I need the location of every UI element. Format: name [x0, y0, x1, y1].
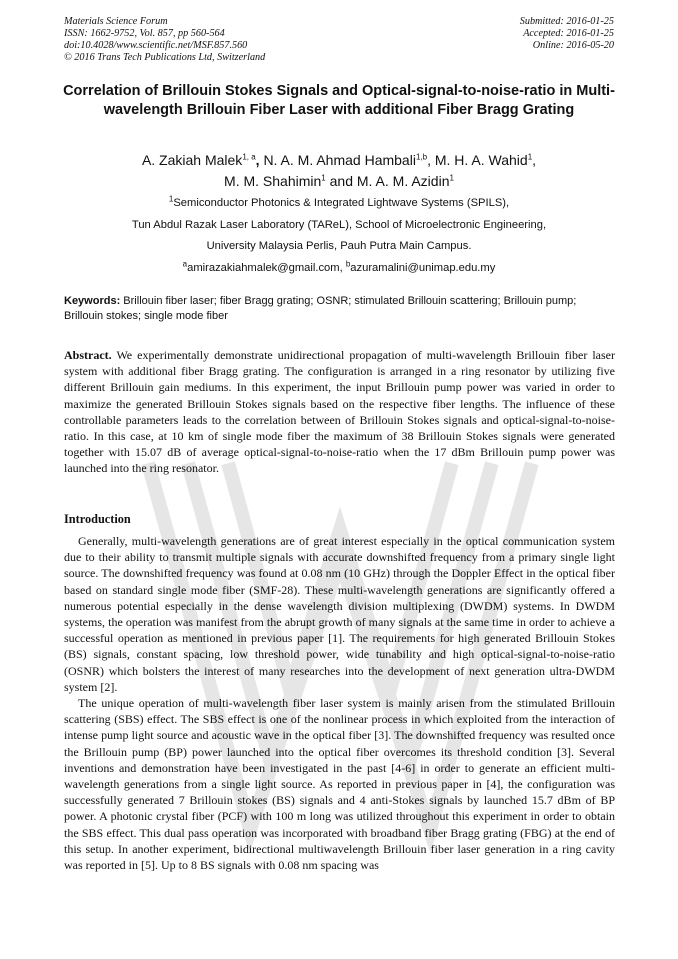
affiliation-mark: 1: [168, 194, 174, 204]
affiliation-line: $^1$Semiconductor Photonics & Integrated Lightwave Systems (SPILS),: [168, 194, 510, 209]
submission-dates: [520, 16, 614, 52]
author-separator: ,: [255, 152, 264, 168]
paper-title: Correlation of Brillouin Stokes Signals and Optical-signal-to-noise-ratio in Multi-wavelength Brillouin Fiber Laser with additional Fiber Bragg Grating: [63, 83, 615, 118]
date-online: Online: 2016-05-20: [532, 40, 614, 52]
author-affiliation-mark: 1: [449, 172, 454, 182]
journal-info: [64, 16, 265, 64]
author-affiliation-mark: 1,b: [415, 152, 428, 162]
author-separator: ,: [532, 152, 537, 168]
journal-doi: doi:10.4028/www.scientific.net/MSF.857.560: [64, 40, 248, 52]
email-link[interactable]: azuramalini@unimap.edu.my: [350, 261, 496, 274]
affiliation-block: [40, 193, 638, 279]
abstract: [64, 347, 615, 477]
author-emails: [40, 258, 638, 280]
journal-copyright: © 2016 Trans Tech Publications Ltd, Switzerland: [64, 52, 266, 64]
author-name: N. A. M. Ahmad Hambali: [263, 152, 416, 168]
author-separator: and: [325, 172, 357, 189]
keywords: [64, 294, 616, 324]
abstract-text: We experimentally demonstrate unidirectional propagation of multi-wavelength Brillouin fiber laser system with additional fiber Bragg grating. The configuration is arranged in a ring resonator by utilizing five different Brillouin gain mediums. In this experiment, the input Brillouin pump power was varied in order to maximize the generated Brillouin Stokes signals based on the respective fiber lengths. The influence of these controllable parameters leads to the correlation between of Brillouin Stokes signals and optical-signal-to-noise-ratio. In this case, at 10 km of single mode fiber the maximum of 38 Brillouin Stokes signals were generated together with 15.07 dB of average optical-signal-to-noise-ratio when the 17 dBm Brillouin pump power was launched into the ring resonator.: [64, 348, 615, 476]
paragraph: The unique operation of multi-wavelength fiber laser system is mainly arisen from the stimulated Brillouin scattering (SBS) effect. The SBS effect is one of the nonlinear process in which exploited from the interaction of intense pump light source and acoustic wave in the optical fiber [3]. The downshifted frequency was resulted once the Brillouin pump (BP) power launched into the optical fiber overcomes its threshold condition [3]. Several inventions and demonstration have been investigated in the past [4-6] in order to generate an efficient multi-wavelength generations from a single light source. As reported in previous paper in [4], the configuration was successfully generated 7 Brillouin stokes (BS) signals and 4 anti-Stokes signals by launched 15.7 dBm of BP power. A photonic crystal fiber (PCF) with 100 m long was utilized throughout this experiment in order to obtain the SBS effect. This dual pass operation was incorporated with broadband fiber Bragg grating (FBG) at the end of this setup. In another experiment, bidirectional multiwavelength Brillouin fiber laser generation in a ring cavity was reported in [5]. Up to 8 BS signals with 0.08 nm spacing was: [64, 696, 615, 873]
author-name: M. H. A. Wahid: [434, 152, 528, 168]
affiliation-line: Tun Abdul Razak Laser Laboratory (TAReL), School of Microelectronic Engineering,: [131, 218, 547, 231]
keywords-text: Brillouin fiber laser; fiber Bragg grating; OSNR; stimulated Brillouin scattering; Brillouin pump; Brillouin stokes; single mode fiber: [64, 295, 577, 322]
journal-name: Materials Science Forum: [64, 16, 168, 27]
author-name: M. M. Shahimin: [224, 172, 322, 189]
introduction-body: [64, 533, 615, 873]
email-mark: a: [182, 258, 188, 268]
date-accepted: Accepted: 2016-01-25: [523, 28, 614, 40]
keywords-label: Keywords:: [64, 295, 121, 307]
author-name: M. A. M. Azidin: [356, 172, 450, 189]
email-mark: b: [345, 258, 351, 268]
author-affiliation-mark: 1, a: [242, 152, 256, 162]
paragraph: Generally, multi-wavelength generations are of great interest especially in the optical communication system due to their ability to transmit multiple signals with accurate downshifted frequency from a primary single light source. The downshifted frequency was found at 0.08 nm (10 GHz) through the Doppler Effect in the optical fiber based on standard single mode fiber (SMF-28). These multi-wavelength generations are significantly offered a numerous potential especially in the dense wavelength division multiplexing (DWDM) systems. In DWDM systems, the operation was manifest from the abrupt growth of many signals at the same time in order to achieve a successful operation as mentioned in previous paper [1]. The requirements for high generated Brillouin Stokes (BS) signals, constant spacing, low threshold power, wide tunability and high optical-signal-to-noise-ratio (OSNR) which bolsters the interest of many researches into the development of next generation ultra-DWDM system [2].: [64, 534, 615, 694]
author-affiliation-mark: 1: [321, 172, 326, 182]
author-list: [40, 150, 638, 191]
author-separator: ,: [427, 152, 435, 168]
author-affiliation-mark: 1: [527, 152, 533, 162]
abstract-label: Abstract.: [64, 348, 112, 362]
email-link[interactable]: amirazakiahmalek@gmail.com,: [187, 261, 346, 274]
author-name: A. Zakiah Malek: [141, 152, 243, 168]
affiliation-line: University Malaysia Perlis, Pauh Putra Main Campus.: [206, 240, 472, 252]
journal-issn: ISSN: 1662-9752, Vol. 857, pp 560-564: [64, 28, 225, 40]
section-heading: Introduction: [64, 512, 131, 526]
date-submitted: Submitted: 2016-01-25: [519, 16, 614, 27]
